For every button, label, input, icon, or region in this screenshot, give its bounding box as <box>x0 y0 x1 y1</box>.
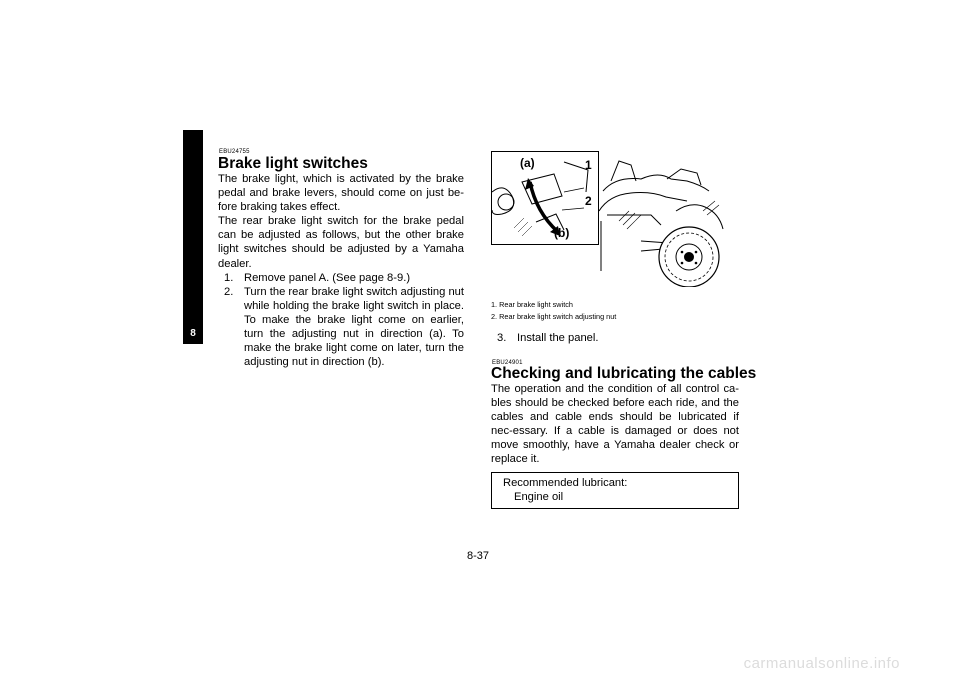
step-text: Remove panel A. (See page 8-9.) <box>244 271 411 284</box>
label-1: 1 <box>585 158 592 172</box>
lubricant-box <box>491 472 739 509</box>
section-code: EBU24901 <box>492 360 523 366</box>
list-item <box>218 271 464 285</box>
lubricant-label: Recommended lubricant: <box>503 477 628 489</box>
step-number: 2. <box>224 285 234 298</box>
step-number: 1. <box>224 271 234 284</box>
label-b: (b) <box>554 226 570 240</box>
paragraph: The rear brake light switch for the brake pedal can be adjusted as follows, but the other brake light switches should be adjusted by a Yamaha dealer. <box>218 215 464 270</box>
chapter-number: 8 <box>190 328 196 339</box>
watermark: carmanualsonline.info <box>743 655 900 672</box>
list-item <box>218 285 464 370</box>
section-title: Brake light switches <box>218 155 368 172</box>
step-number: 3. <box>497 332 507 344</box>
paragraph: The brake light, which is activated by the brake pedal and brake levers, should come on just be-fore braking takes effect. <box>218 173 464 214</box>
detail-inset <box>491 151 599 245</box>
section-title: Checking and lubricating the cables <box>491 365 757 382</box>
step-3 <box>491 331 739 345</box>
caption-2: 2. Rear brake light switch adjusting nut <box>491 312 617 321</box>
brake-switch-detail <box>492 152 599 245</box>
section-body <box>491 382 739 467</box>
caption-1: 1. Rear brake light switch <box>491 300 573 309</box>
list-item <box>491 331 739 345</box>
paragraph: The operation and the condition of all control ca-bles should be checked before each ride, and the cables and cable ends should be lubricated if nec-essary. If a cable is damaged or does not move smoothly, have a Yamaha dealer check or replace it. <box>491 383 739 466</box>
step-text: Install the panel. <box>517 332 599 344</box>
step-text: Turn the rear brake light switch adjusting nut while holding the brake light switch in place. To make the brake light come on earlier, turn the adjusting nut in direction (a). To make the brake light come on later, turn the adjusting nut in direction (b). <box>244 285 464 369</box>
section-code: EBU24755 <box>219 149 250 155</box>
page-number: 8-37 <box>467 550 490 562</box>
label-2: 2 <box>585 194 592 208</box>
section-body <box>218 172 464 369</box>
label-a: (a) <box>520 156 535 170</box>
lubricant-value: Engine oil <box>514 491 564 503</box>
chapter-tab <box>183 130 203 344</box>
